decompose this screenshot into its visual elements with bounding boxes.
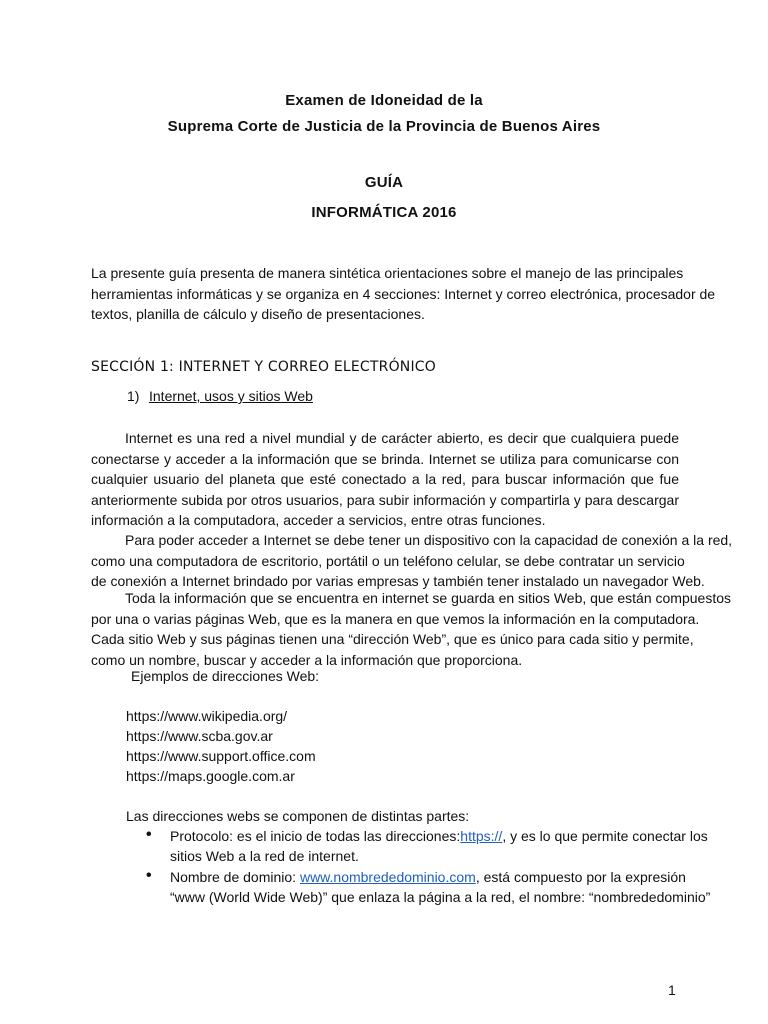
intro-paragraph (91, 263, 716, 325)
paragraph-line: de conexión a Internet brindado por varias empresas y también tener instalado un navegador Web. (91, 573, 705, 589)
intro-line: textos, planilla de cálculo y diseño de presentaciones. (91, 306, 425, 322)
item-number: 1) (127, 388, 140, 404)
paragraph-line: información a la computadora, acceder a servicios, entre otras funciones. (91, 512, 546, 528)
guide-title: GUÍA (364, 174, 404, 191)
bullet-protocol-text: Protocolo: es el inicio de todas las direcciones: (170, 828, 461, 844)
paragraph-line: anteriormente subida por otros usuarios, para subir información y compartirla y para descargar (91, 491, 679, 508)
paragraph-websites (91, 588, 732, 670)
paragraph-line: Internet es una red a nivel mundial y de carácter abierto, es decir que cualquiera puede (125, 430, 679, 446)
item-title: Internet, usos y sitios Web (149, 388, 313, 404)
example-url: https://www.support.office.com (126, 748, 316, 764)
bullet-protocol-line-1 (170, 828, 708, 844)
subject-title: INFORMÁTICA 2016 (311, 204, 457, 221)
intro-line: herramientas informáticas y se organiza en 4 secciones: Internet y correo electrónica, procesador de (91, 285, 716, 302)
examples-label: Ejemplos de direcciones Web: (131, 668, 320, 684)
bullet-protocol-text-end: , y es lo que permite conectar los (502, 828, 708, 844)
parts-label: Las direcciones webs se componen de distintas partes: (126, 808, 470, 824)
intro-line: La presente guía presenta de manera sintética orientaciones sobre el manejo de las principales (91, 265, 684, 281)
bullet-marker: • (146, 867, 152, 884)
bullet-domain-line-1 (170, 869, 686, 885)
bullet-protocol-line-2: sitios Web a la red de internet. (170, 848, 359, 864)
paragraph-line: Toda la información que se encuentra en internet se guarda en sitios Web, que están compuestos (125, 590, 732, 606)
example-url: https://maps.google.com.ar (126, 768, 295, 784)
title-line-2: Suprema Corte de Justicia de la Provincia de Buenos Aires (167, 118, 601, 135)
section-heading: SECCIÓN 1: INTERNET Y CORREO ELECTRÓNICO (91, 359, 437, 375)
paragraph-line: como una computadora de escritorio, portátil o un teléfono celular, se debe contratar un servicio (91, 552, 685, 569)
bullet-domain-text: Nombre de dominio: (170, 869, 297, 885)
protocol-link[interactable]: https:// (460, 828, 503, 844)
example-url: https://www.scba.gov.ar (126, 728, 273, 744)
title-line-1: Examen de Idoneidad de la (285, 92, 483, 109)
paragraph-line: cualquier usuario del planeta que esté conectado a la red, para buscar información que fue (91, 471, 679, 487)
page-number: 1 (668, 982, 676, 998)
paragraph-line: por una o varias páginas Web, que es la manera en que vemos la información en la computadora. (91, 610, 700, 627)
paragraph-access (91, 530, 733, 592)
bullet-marker: • (146, 826, 152, 843)
paragraph-internet-definition (91, 428, 679, 531)
paragraph-line: Cada sitio Web y sus páginas tienen una “dirección Web”, que es único para cada sitio y permite, (91, 631, 694, 647)
bullet-domain-line-2: “www (World Wide Web)” que enlaza la página a la red, el nombre: “nombrededominio” (170, 889, 711, 905)
example-url: https://www.wikipedia.org/ (126, 708, 288, 724)
paragraph-line: como un nombre, buscar y acceder a la información que proporciona. (91, 651, 523, 668)
paragraph-line: conectarse y acceder a la información que se brinda. Internet se utiliza para comunicarse con (91, 450, 679, 467)
bullet-domain-text-mid: , está compuesto por la expresión (475, 869, 686, 885)
domain-link[interactable]: www.nombrededominio.com (299, 869, 476, 885)
paragraph-line: Para poder acceder a Internet se debe tener un dispositivo con la capacidad de conexión a la red, (125, 532, 733, 548)
